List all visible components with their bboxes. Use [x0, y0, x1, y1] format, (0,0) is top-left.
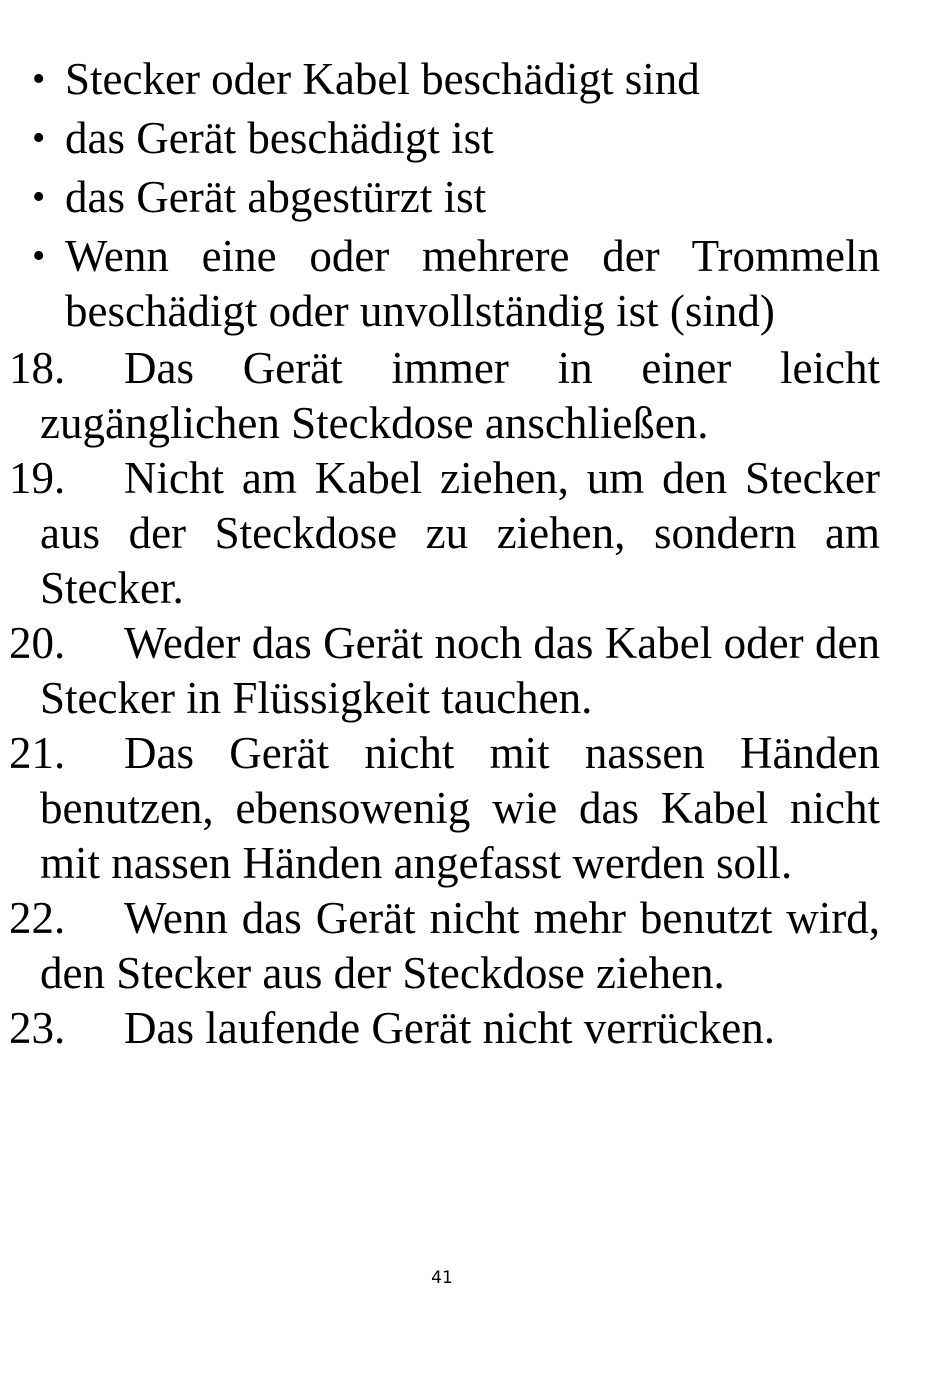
bullet-item: [30, 111, 880, 166]
item-number: 18.: [9, 343, 66, 393]
numbered-item: [9, 451, 880, 616]
bullet-item: [30, 229, 880, 339]
bullet-text: Wenn eine oder mehrere der Trommeln beschädigt oder unvollständig ist (sind): [65, 231, 880, 336]
item-number: 21.: [9, 728, 66, 778]
bullet-text: das Gerät beschädigt ist: [65, 113, 494, 163]
numbered-item: [9, 1001, 880, 1056]
numbered-list: [9, 341, 880, 1056]
item-number: 19.: [9, 453, 66, 503]
bullet-text: Stecker oder Kabel beschädigt sind: [65, 54, 700, 104]
bullet-text: das Gerät abgestürzt ist: [65, 172, 487, 222]
numbered-item: [9, 341, 880, 451]
item-text: Das Gerät immer in einer leicht zugänglichen Steckdose anschließen.: [40, 343, 880, 448]
numbered-item: [9, 891, 880, 1001]
bullet-dot-icon: •: [32, 235, 46, 277]
bullet-list: [30, 52, 880, 339]
bullet-dot-icon: •: [32, 176, 46, 218]
bullet-dot-icon: •: [32, 117, 46, 159]
bullet-item: [30, 170, 880, 225]
item-text: Nicht am Kabel ziehen, um den Stecker aus der Steckdose zu ziehen, sondern am Stecker.: [40, 453, 880, 613]
item-text: Das laufende Gerät nicht verrücken.: [124, 1003, 775, 1053]
item-text: Wenn das Gerät nicht mehr benutzt wird, den Stecker aus der Steckdose ziehen.: [40, 893, 880, 998]
bullet-dot-icon: •: [32, 58, 46, 100]
page-number: 41: [431, 1268, 453, 1288]
item-text: Weder das Gerät noch das Kabel oder den Stecker in Flüssigkeit tauchen.: [40, 618, 880, 723]
item-number: 20.: [9, 618, 66, 668]
numbered-item: [9, 616, 880, 726]
bullet-item: [30, 52, 880, 107]
numbered-item: [9, 726, 880, 891]
item-number: 22.: [9, 893, 66, 943]
item-number: 23.: [9, 1003, 66, 1053]
item-text: Das Gerät nicht mit nassen Händen benutzen, ebensowenig wie das Kabel nicht mit nassen Händen angefasst werden soll.: [40, 728, 880, 888]
